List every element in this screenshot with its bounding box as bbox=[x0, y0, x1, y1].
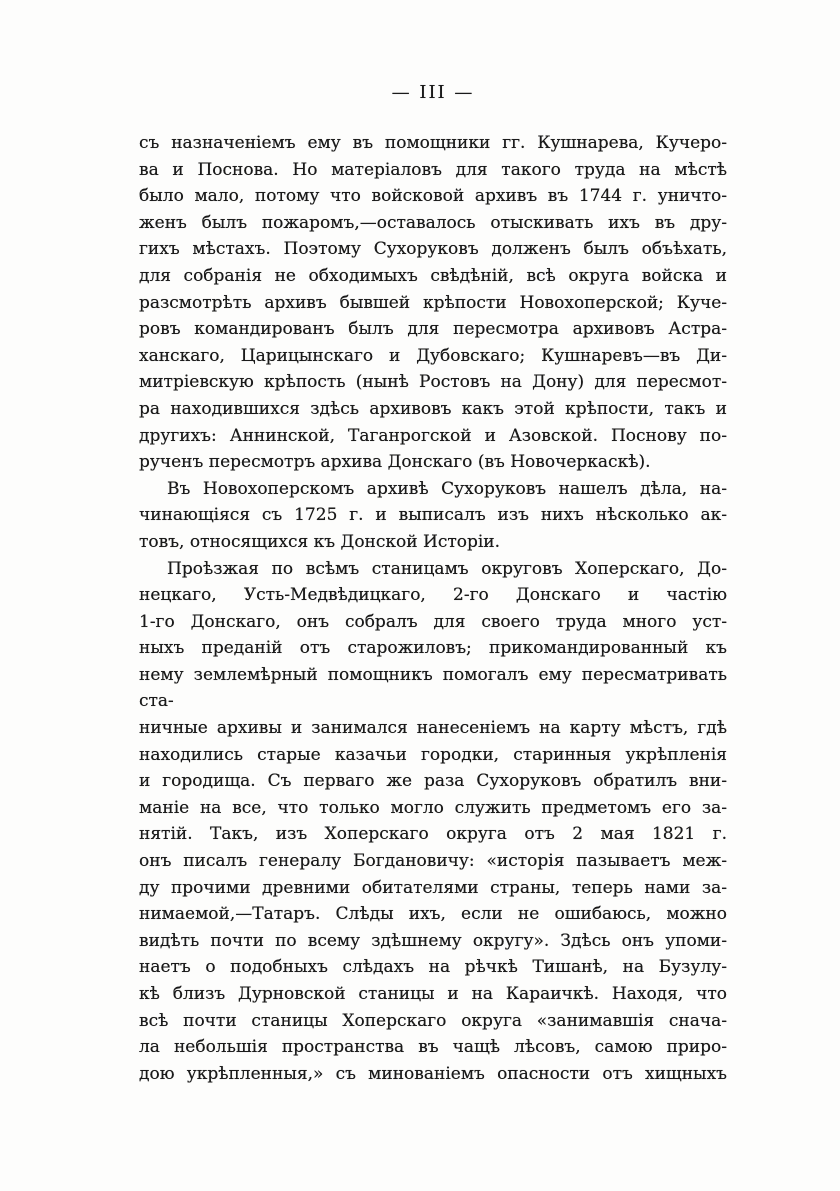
text-line: Проѣзжая по всѣмъ станицамъ округовъ Хоперскаго, До- bbox=[167, 558, 727, 579]
text-line: ла небольшія пространства въ чащѣ лѣсовъ, самою приро- bbox=[139, 1037, 727, 1058]
text-line: чинающіяся съ 1725 г. и выписалъ изъ нихъ нѣсколько ак- bbox=[139, 505, 727, 526]
text-line: нимаемой,—Татаръ. Слѣды ихъ, если не ошибаюсь, можно bbox=[139, 904, 727, 925]
text-line: для собранія не обходимыхъ свѣдѣній, всѣ округа войска и bbox=[139, 265, 727, 286]
text-line: ду прочими древними обитателями страны, теперь нами за- bbox=[139, 877, 727, 898]
text-line: нему землемѣрный помощникъ помогалъ ему пересматривать ста- bbox=[139, 664, 727, 712]
text-line: ничные архивы и занимался нанесеніемъ на карту мѣстъ, гдѣ bbox=[139, 718, 727, 739]
text-line: ханскаго, Царицынскаго и Дубовскаго; Кушнаревъ—въ Ди- bbox=[139, 345, 727, 366]
text-line: женъ былъ пожаромъ,—оставалось отыскивать ихъ въ дру- bbox=[139, 212, 727, 233]
text-line: товъ, относящихся къ Донской Исторіи. bbox=[139, 531, 501, 552]
text-line: находились старые казачьи городки, старинныя укрѣпленія bbox=[139, 744, 727, 765]
text-line: гихъ мѣстахъ. Поэтому Сухоруковъ долженъ былъ объѣхать, bbox=[139, 239, 727, 260]
text-line: разсмотрѣть архивъ бывшей крѣпости Новохоперской; Куче- bbox=[139, 292, 727, 313]
text-line: нецкаго, Усть-Медвѣдицкаго, 2-го Донскаго и частію bbox=[139, 585, 727, 606]
text-line: и городища. Съ перваго же раза Сухоруковъ обратилъ вни- bbox=[139, 771, 727, 792]
text-line: ровъ командированъ былъ для пересмотра архивовъ Астра- bbox=[139, 319, 727, 340]
text-line: ныхъ преданій отъ старожиловъ; прикомандированный къ bbox=[139, 638, 727, 659]
text-line: съ назначеніемъ ему въ помощники гг. Кушнарева, Кучеро- bbox=[139, 133, 727, 153]
text-line: ва и Поснова. Но матеріаловъ для такого труда на мѣстѣ bbox=[139, 159, 727, 180]
text-line: нятій. Такъ, изъ Хоперскаго округа отъ 2 мая 1821 г. bbox=[139, 824, 727, 845]
text-line: 1-го Донскаго, онъ собралъ для своего труда много уст- bbox=[139, 611, 727, 632]
text-line: онъ писалъ генералу Богдановичу: «исторія пазываетъ меж- bbox=[139, 851, 727, 872]
text-line: было мало, потому что войсковой архивъ въ 1744 г. уничто- bbox=[139, 186, 727, 207]
text-line: видѣть почти по всему здѣшнему округу». Здѣсь онъ упоми- bbox=[139, 930, 727, 951]
text-line: ра находившихся здѣсь архивовъ какъ этой крѣпости, такъ и bbox=[139, 398, 727, 419]
text-line: наетъ о подобныхъ слѣдахъ на рѣчкѣ Тишанѣ, на Бузулу- bbox=[139, 957, 727, 978]
text-line: митріевскую крѣпость (нынѣ Ростовъ на Дону) для пересмот- bbox=[139, 372, 727, 393]
page-body bbox=[139, 130, 727, 1087]
text-line: всѣ почти станицы Хоперскаго округа «занимавшія снача- bbox=[139, 1010, 727, 1031]
text-line: рученъ пересмотръ архива Донскаго (въ Новочеркаскѣ). bbox=[139, 452, 651, 473]
text-line: дою укрѣпленныя,» съ минованіемъ опасности отъ хищныхъ bbox=[139, 1063, 727, 1084]
text-line: кѣ близъ Дурновской станицы и на Караичкѣ. Находя, что bbox=[139, 984, 727, 1004]
page-number: — III — bbox=[391, 82, 475, 103]
text-line: маніе на все, что только могло служить предметомъ его за- bbox=[139, 797, 727, 818]
text-line: другихъ: Аннинской, Таганрогской и Азовской. Поснову по- bbox=[139, 425, 727, 446]
text-line: Въ Новохоперскомъ архивѣ Сухоруковъ нашелъ дѣла, на- bbox=[167, 478, 727, 499]
